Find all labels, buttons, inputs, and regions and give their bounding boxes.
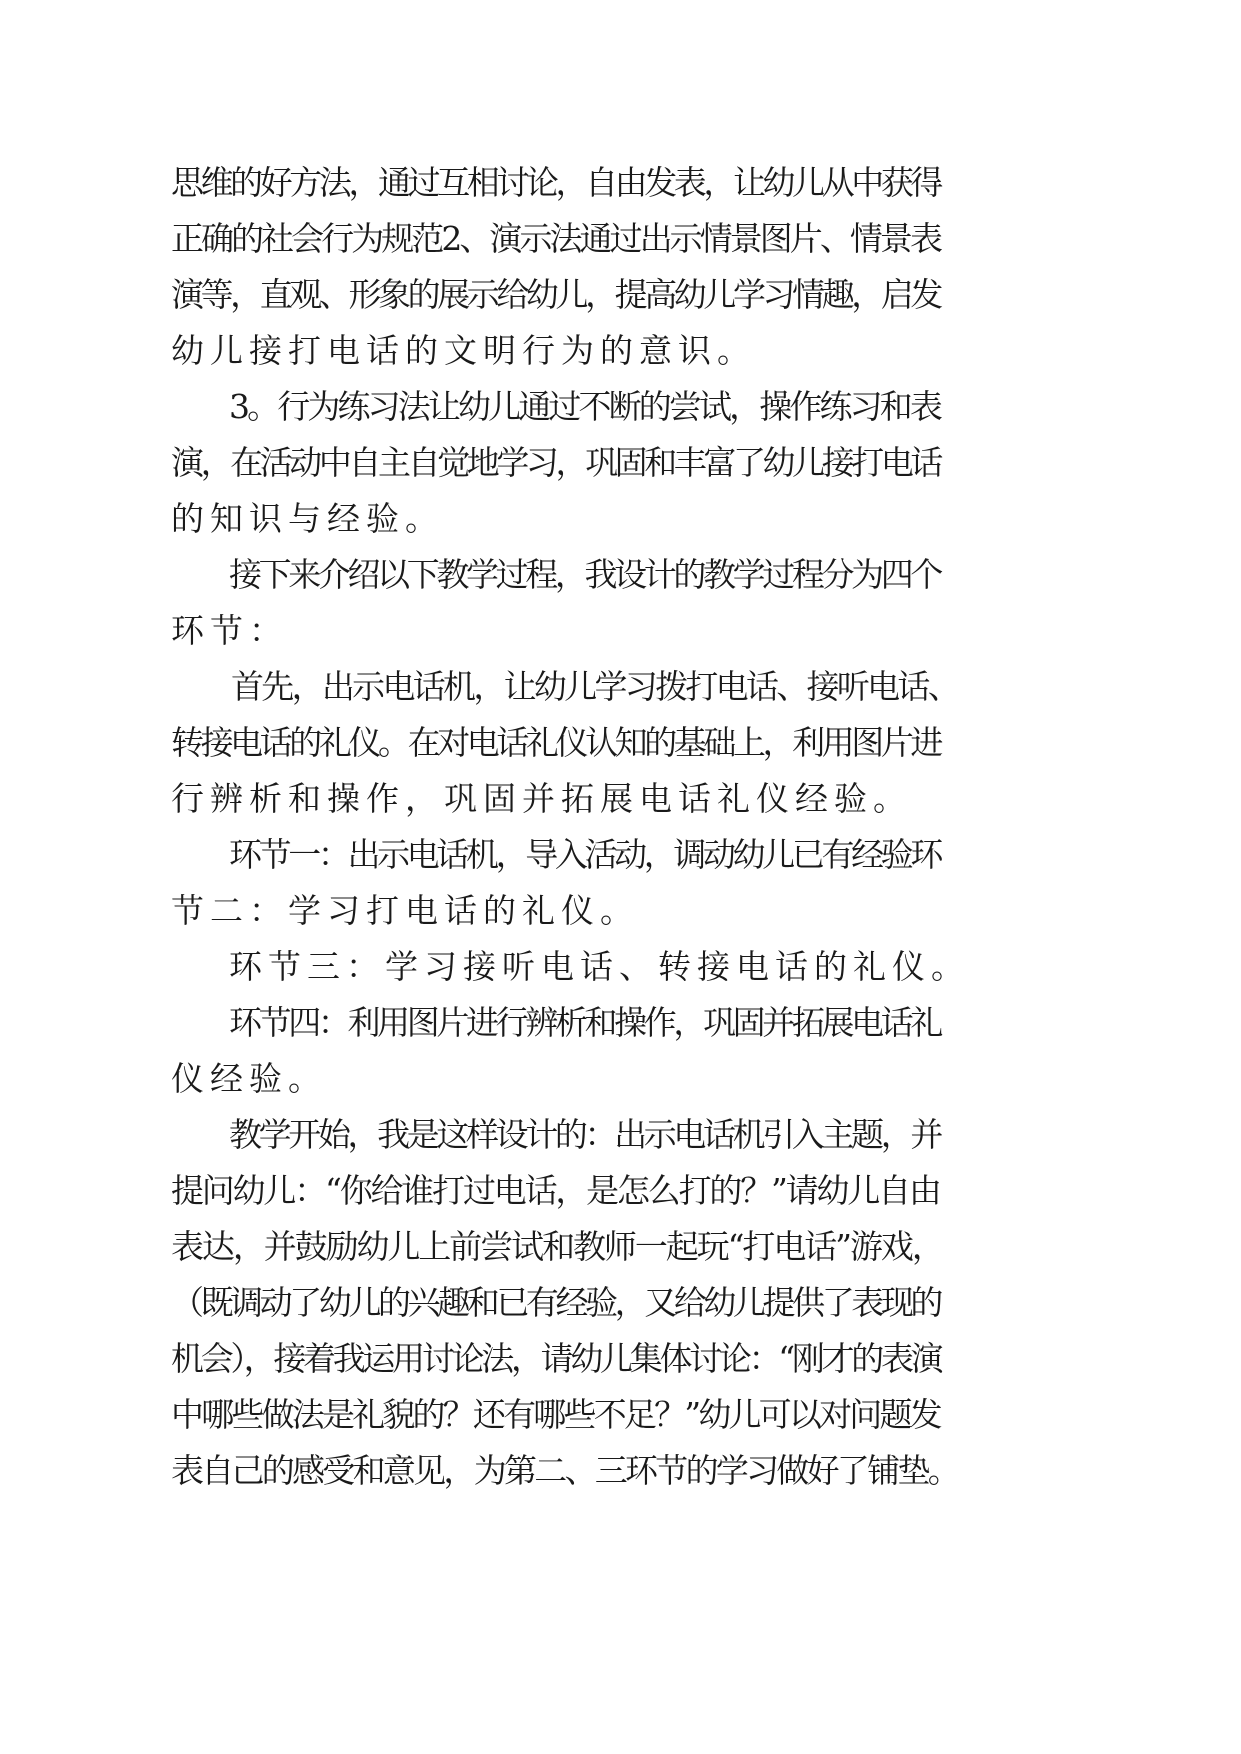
text-line: 机会），接着我运用讨论法，请幼儿集体讨论：“刚才的表演 xyxy=(171,1339,941,1378)
text-line: 3。行为练习法让幼儿通过不断的尝试，操作练习和表 xyxy=(229,387,940,426)
text-line: 幼儿接打电话的文明行为的意识。 xyxy=(171,331,756,370)
text-line: 思维的好方法，通过互相讨论，自由发表，让幼儿从中获得 xyxy=(171,163,941,202)
text-line: 正确的社会行为规范2、演示法通过出示情景图片、情景表 xyxy=(171,219,940,258)
text-line: 环节三：学习接听电话、转接电话的礼仪。 xyxy=(229,947,970,986)
text-line: 环节： xyxy=(171,611,288,650)
text-line: 表达，并鼓励幼儿上前尝试和教师一起玩“打电话”游戏， xyxy=(171,1227,943,1266)
text-line: 表自己的感受和意见，为第二、三环节的学习做好了铺垫。 xyxy=(171,1451,959,1490)
text-line: 演等，直观、形象的展示给幼儿，提高幼儿学习情趣，启发 xyxy=(171,275,941,314)
text-line: 环节四：利用图片进行辨析和操作，巩固并拓展电话礼 xyxy=(229,1003,940,1042)
text-line: 仪经验。 xyxy=(171,1059,327,1098)
text-line: 演，在活动中自主自觉地学习，巩固和丰富了幼儿接打电话 xyxy=(171,443,941,482)
text-line: 首先，出示电话机，让幼儿学习拨打电话、接听电话、 xyxy=(231,667,959,706)
text-line: 环节一：出示电话机，导入活动，调动幼儿已有经验环 xyxy=(229,835,940,874)
text-line: 的知识与经验。 xyxy=(171,499,444,538)
text-line: 中哪些做法是礼貌的？还有哪些不足？”幼儿可以对问题发 xyxy=(171,1395,940,1434)
text-line: 行辨析和操作，巩固并拓展电话礼仪经验。 xyxy=(171,779,912,818)
text-line: 转接电话的礼仪。在对电话礼仪认知的基础上，利用图片进 xyxy=(171,723,941,762)
text-line: 节二：学习打电话的礼仪。 xyxy=(171,891,639,930)
text-line: 接下来介绍以下教学过程，我设计的教学过程分为四个 xyxy=(229,555,940,594)
text-line: 提问幼儿：“你给谁打过电话，是怎么打的？”请幼儿自由 xyxy=(171,1171,940,1210)
text-line: 教学开始，我是这样设计的：出示电话机引入主题，并 xyxy=(229,1115,940,1154)
text-line: （既调动了幼儿的兴趣和已有经验，又给幼儿提供了表现的 xyxy=(171,1283,941,1322)
